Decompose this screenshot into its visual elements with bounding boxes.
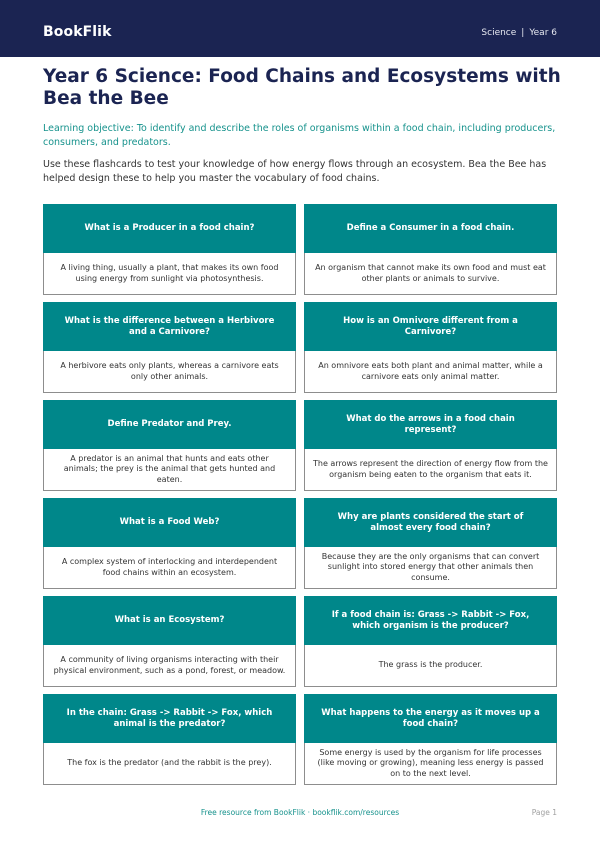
- intro-text: Use these flashcards to test your knowledge of how energy flows through an ecosystem. Bea the Bee has helped design these to help you master the vocabulary of food chains.: [43, 159, 547, 184]
- flashcard-question: What is a Food Web?: [43, 498, 296, 547]
- flashcard-question: Why are plants considered the start of almost every food chain?: [304, 498, 557, 547]
- flashcard-answer: A living thing, usually a plant, that makes its own food using energy from sunlight via photosynthesis.: [43, 253, 296, 295]
- flashcard-answer: A complex system of interlocking and interdependent food chains within an ecosystem.: [43, 547, 296, 589]
- flashcard-question: Define a Consumer in a food chain.: [304, 204, 557, 253]
- flashcard-answer: Because they are the only organisms that can convert sunlight into stored energy that other animals then consume.: [304, 547, 557, 589]
- flashcard-question: What do the arrows in a food chain represent?: [304, 400, 557, 449]
- flashcard-answer: The arrows represent the direction of energy flow from the organism being eaten to the organism that eats it.: [304, 449, 557, 491]
- footer-credit[interactable]: Free resource from BookFlik · bookflik.com/resources: [200, 808, 400, 817]
- page-title: Year 6 Science: Food Chains and Ecosystems with Bea the Bee: [43, 66, 561, 109]
- flashcard[interactable]: [43, 498, 296, 589]
- flashcard[interactable]: [43, 694, 296, 785]
- flashcard-question: If a food chain is: Grass -> Rabbit -> Fox, which organism is the producer?: [304, 596, 557, 645]
- flashcard-question: What is the difference between a Herbivore and a Carnivore?: [43, 302, 296, 351]
- flashcard-question: What happens to the energy as it moves up a food chain?: [304, 694, 557, 743]
- flashcard[interactable]: [304, 400, 557, 491]
- flashcard[interactable]: [304, 694, 557, 785]
- flashcard[interactable]: [43, 302, 296, 393]
- top-bar: [0, 0, 600, 57]
- breadcrumb-year: Year 6: [529, 28, 557, 38]
- flashcard-answer: An omnivore eats both plant and animal matter, while a carnivore eats only animal matter.: [304, 351, 557, 393]
- flashcard[interactable]: [43, 400, 296, 491]
- flashcard-answer: Some energy is used by the organism for life processes (like moving or growing), meaning less energy is passed on to the next level.: [304, 743, 557, 785]
- flashcard-question: In the chain: Grass -> Rabbit -> Fox, which animal is the predator?: [43, 694, 296, 743]
- breadcrumb-subject: Science: [481, 28, 517, 38]
- flashcard-answer: A predator is an animal that hunts and eats other animals; the prey is the animal that gets hunted and eaten.: [43, 449, 296, 491]
- flashcard[interactable]: [43, 596, 296, 687]
- flashcard[interactable]: [304, 596, 557, 687]
- breadcrumb: [481, 28, 557, 38]
- flashcard-question: What is an Ecosystem?: [43, 596, 296, 645]
- flashcard-answer: The grass is the producer.: [304, 645, 557, 687]
- breadcrumb-separator: |: [521, 28, 525, 38]
- flashcard-answer: An organism that cannot make its own food and must eat other plants or animals to survive.: [304, 253, 557, 295]
- flashcard[interactable]: [304, 204, 557, 295]
- flashcard-question: What is a Producer in a food chain?: [43, 204, 296, 253]
- flashcard-answer: The fox is the predator (and the rabbit is the prey).: [43, 743, 296, 785]
- learning-objective: Learning objective: To identify and describe the roles of organisms within a food chain, including producers, consumers, and predators.: [43, 123, 556, 148]
- flashcard[interactable]: [43, 204, 296, 295]
- flashcard[interactable]: [304, 498, 557, 589]
- flashcard-question: How is an Omnivore different from a Carnivore?: [304, 302, 557, 351]
- brand-logo[interactable]: BookFlik: [43, 24, 112, 40]
- flashcard-answer: A herbivore eats only plants, whereas a carnivore eats only other animals.: [43, 351, 296, 393]
- flashcard[interactable]: [304, 302, 557, 393]
- flashcard-answer: A community of living organisms interacting with their physical environment, such as a pond, forest, or meadow.: [43, 645, 296, 687]
- flashcard-question: Define Predator and Prey.: [43, 400, 296, 449]
- page-number: Page 1: [531, 808, 557, 817]
